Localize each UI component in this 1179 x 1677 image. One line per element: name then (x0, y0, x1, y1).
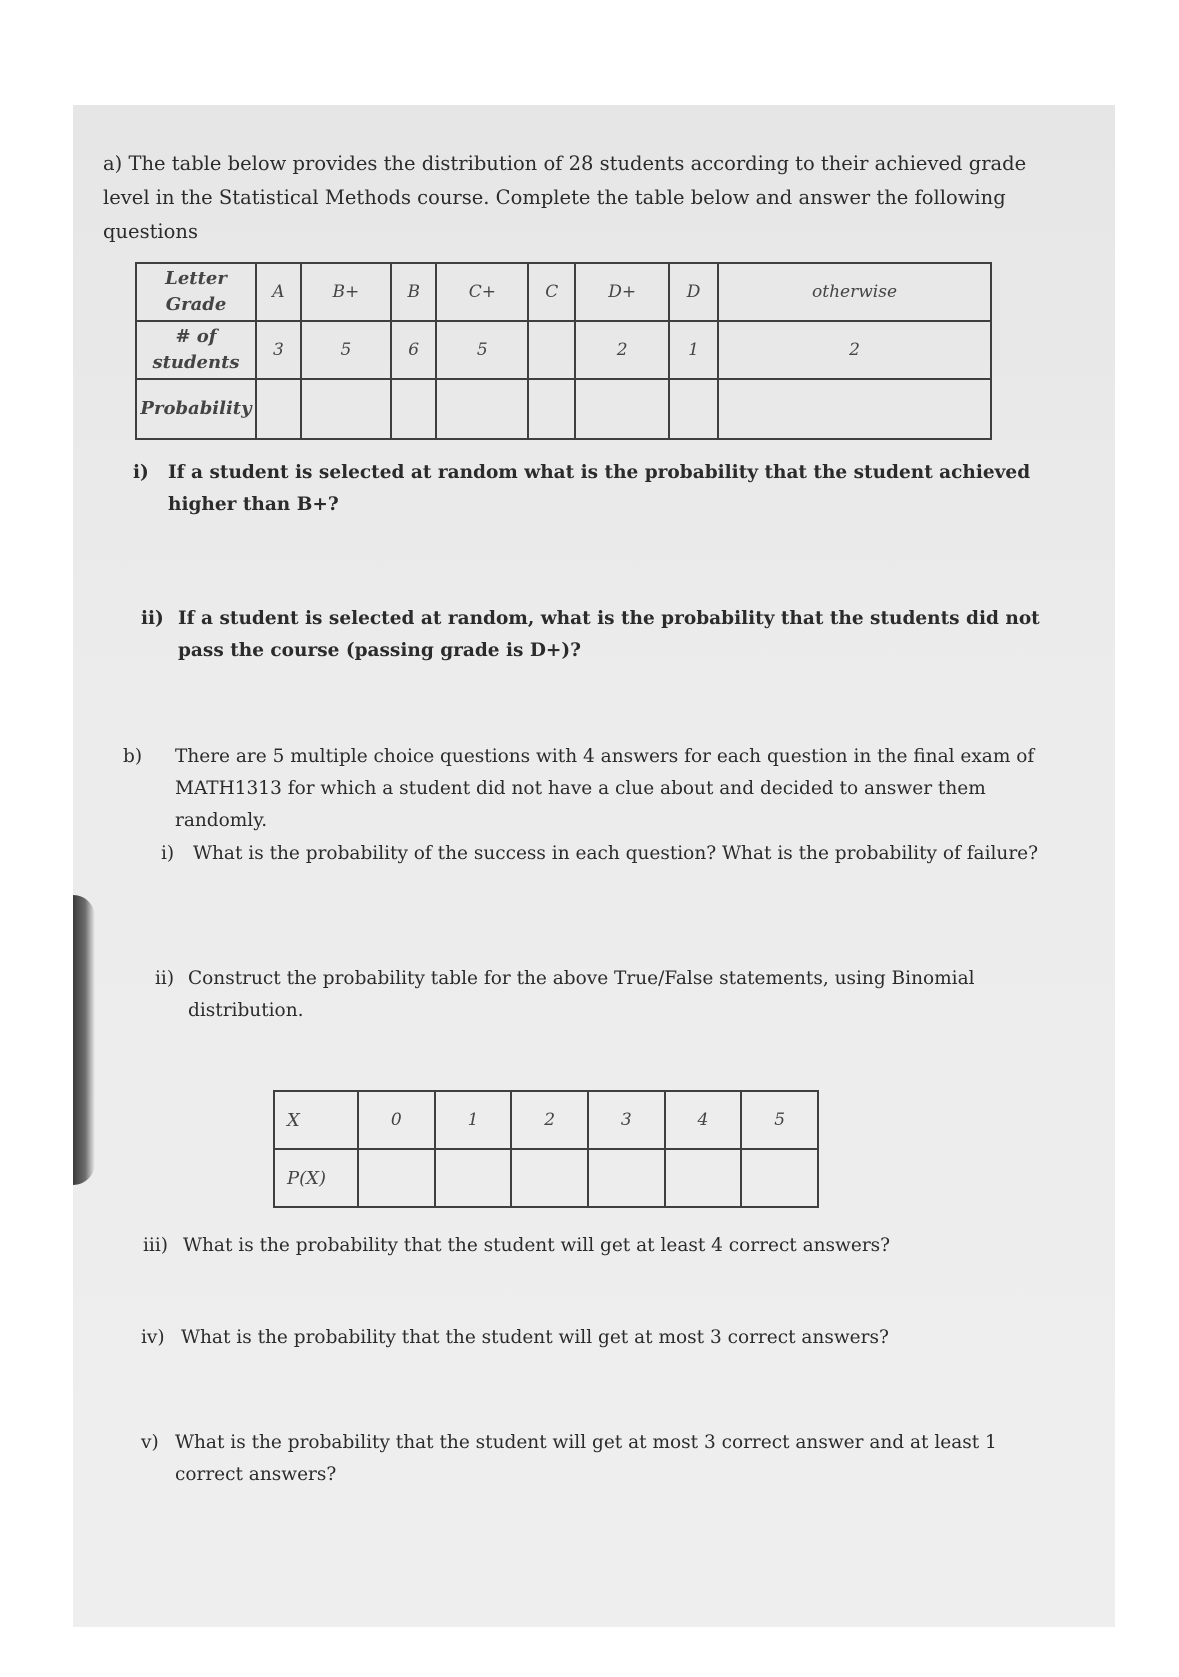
probability-cell (669, 379, 718, 439)
probability-cell (575, 379, 669, 439)
x-value-cell: 2 (511, 1091, 588, 1149)
grade-cell: C (528, 263, 575, 321)
x-value-cell: 3 (588, 1091, 665, 1149)
probability-label: Probability (136, 379, 256, 439)
part-b-q1-number: i) (161, 843, 175, 864)
count-cell: 5 (301, 321, 391, 379)
count-cell: 2 (718, 321, 991, 379)
px-label: P(X) (274, 1149, 358, 1207)
probability-cell (391, 379, 436, 439)
grade-cell: A (256, 263, 301, 321)
px-value-cell (665, 1149, 742, 1207)
probability-row (136, 379, 991, 439)
x-value-cell: 4 (665, 1091, 742, 1149)
grade-cell: D (669, 263, 718, 321)
grade-cell: otherwise (718, 263, 991, 321)
part-a-q1-number: i) (133, 462, 149, 483)
count-cell: 1 (669, 321, 718, 379)
part-a-q1-text: If a student is selected at random what is the probability that the student achieved higher than B+? (168, 462, 1031, 515)
part-a-intro (103, 147, 1053, 249)
count-cell: 5 (436, 321, 528, 379)
grade-row (136, 263, 991, 321)
grade-cell: B+ (301, 263, 391, 321)
part-a-label: a) (103, 152, 123, 175)
binomial-probability-table (273, 1090, 819, 1208)
part-b-q2-number: ii) (155, 968, 175, 989)
probability-cell (301, 379, 391, 439)
probability-cell (436, 379, 528, 439)
px-value-cell (511, 1149, 588, 1207)
count-cell: 6 (391, 321, 436, 379)
px-value-cell (741, 1149, 818, 1207)
x-value-cell: 5 (741, 1091, 818, 1149)
part-b-q5-text: What is the probability that the student will get at most 3 correct answer and at least 1 correct answers? (175, 1432, 997, 1485)
part-b-q1-text: What is the probability of the success in each question? What is the probability of failure? (193, 843, 1039, 864)
part-b-q2-text: Construct the probability table for the above True/False statements, using Binomial distribution. (188, 968, 975, 1021)
letter-grade-label: Letter Grade (136, 263, 256, 321)
part-a-intro-text: The table below provides the distribution of 28 students according to their achieved grade level in the Statistical Methods course. Complete the table below and answer the following questions (103, 152, 1027, 243)
count-cell (528, 321, 575, 379)
part-b-label: b) (123, 746, 143, 767)
part-b-intro: There are 5 multiple choice questions with 4 answers for each question in the final exam of MATH1313 for which a student did not have a clue about and decided to answer them randomly. (175, 746, 1035, 831)
part-b-q5-number: v) (141, 1432, 159, 1453)
px-value-cell (435, 1149, 512, 1207)
part-b-q3-number: iii) (143, 1235, 168, 1256)
count-row (136, 321, 991, 379)
count-cell: 3 (256, 321, 301, 379)
probability-cell (256, 379, 301, 439)
grade-distribution-table (135, 262, 992, 440)
part-a-q2-text: If a student is selected at random, what is the probability that the students did not pass the course (passing grade is D+)? (178, 608, 1040, 661)
grade-cell: D+ (575, 263, 669, 321)
x-row (274, 1091, 818, 1149)
grade-cell: C+ (436, 263, 528, 321)
x-value-cell: 1 (435, 1091, 512, 1149)
x-value-cell: 0 (358, 1091, 435, 1149)
px-row (274, 1149, 818, 1207)
count-cell: 2 (575, 321, 669, 379)
px-value-cell (358, 1149, 435, 1207)
part-b-q4-text: What is the probability that the student will get at most 3 correct answers? (181, 1327, 889, 1348)
probability-cell (718, 379, 991, 439)
part-a-q2-number: ii) (141, 608, 164, 629)
finger-shadow (73, 895, 95, 1185)
student-count-label: # of students (136, 321, 256, 379)
grade-cell: B (391, 263, 436, 321)
part-b-q4-number: iv) (141, 1327, 165, 1348)
part-b-q3-text: What is the probability that the student will get at least 4 correct answers? (183, 1235, 891, 1256)
probability-cell (528, 379, 575, 439)
exam-sheet (73, 105, 1115, 1627)
px-value-cell (588, 1149, 665, 1207)
x-label: X (274, 1091, 358, 1149)
